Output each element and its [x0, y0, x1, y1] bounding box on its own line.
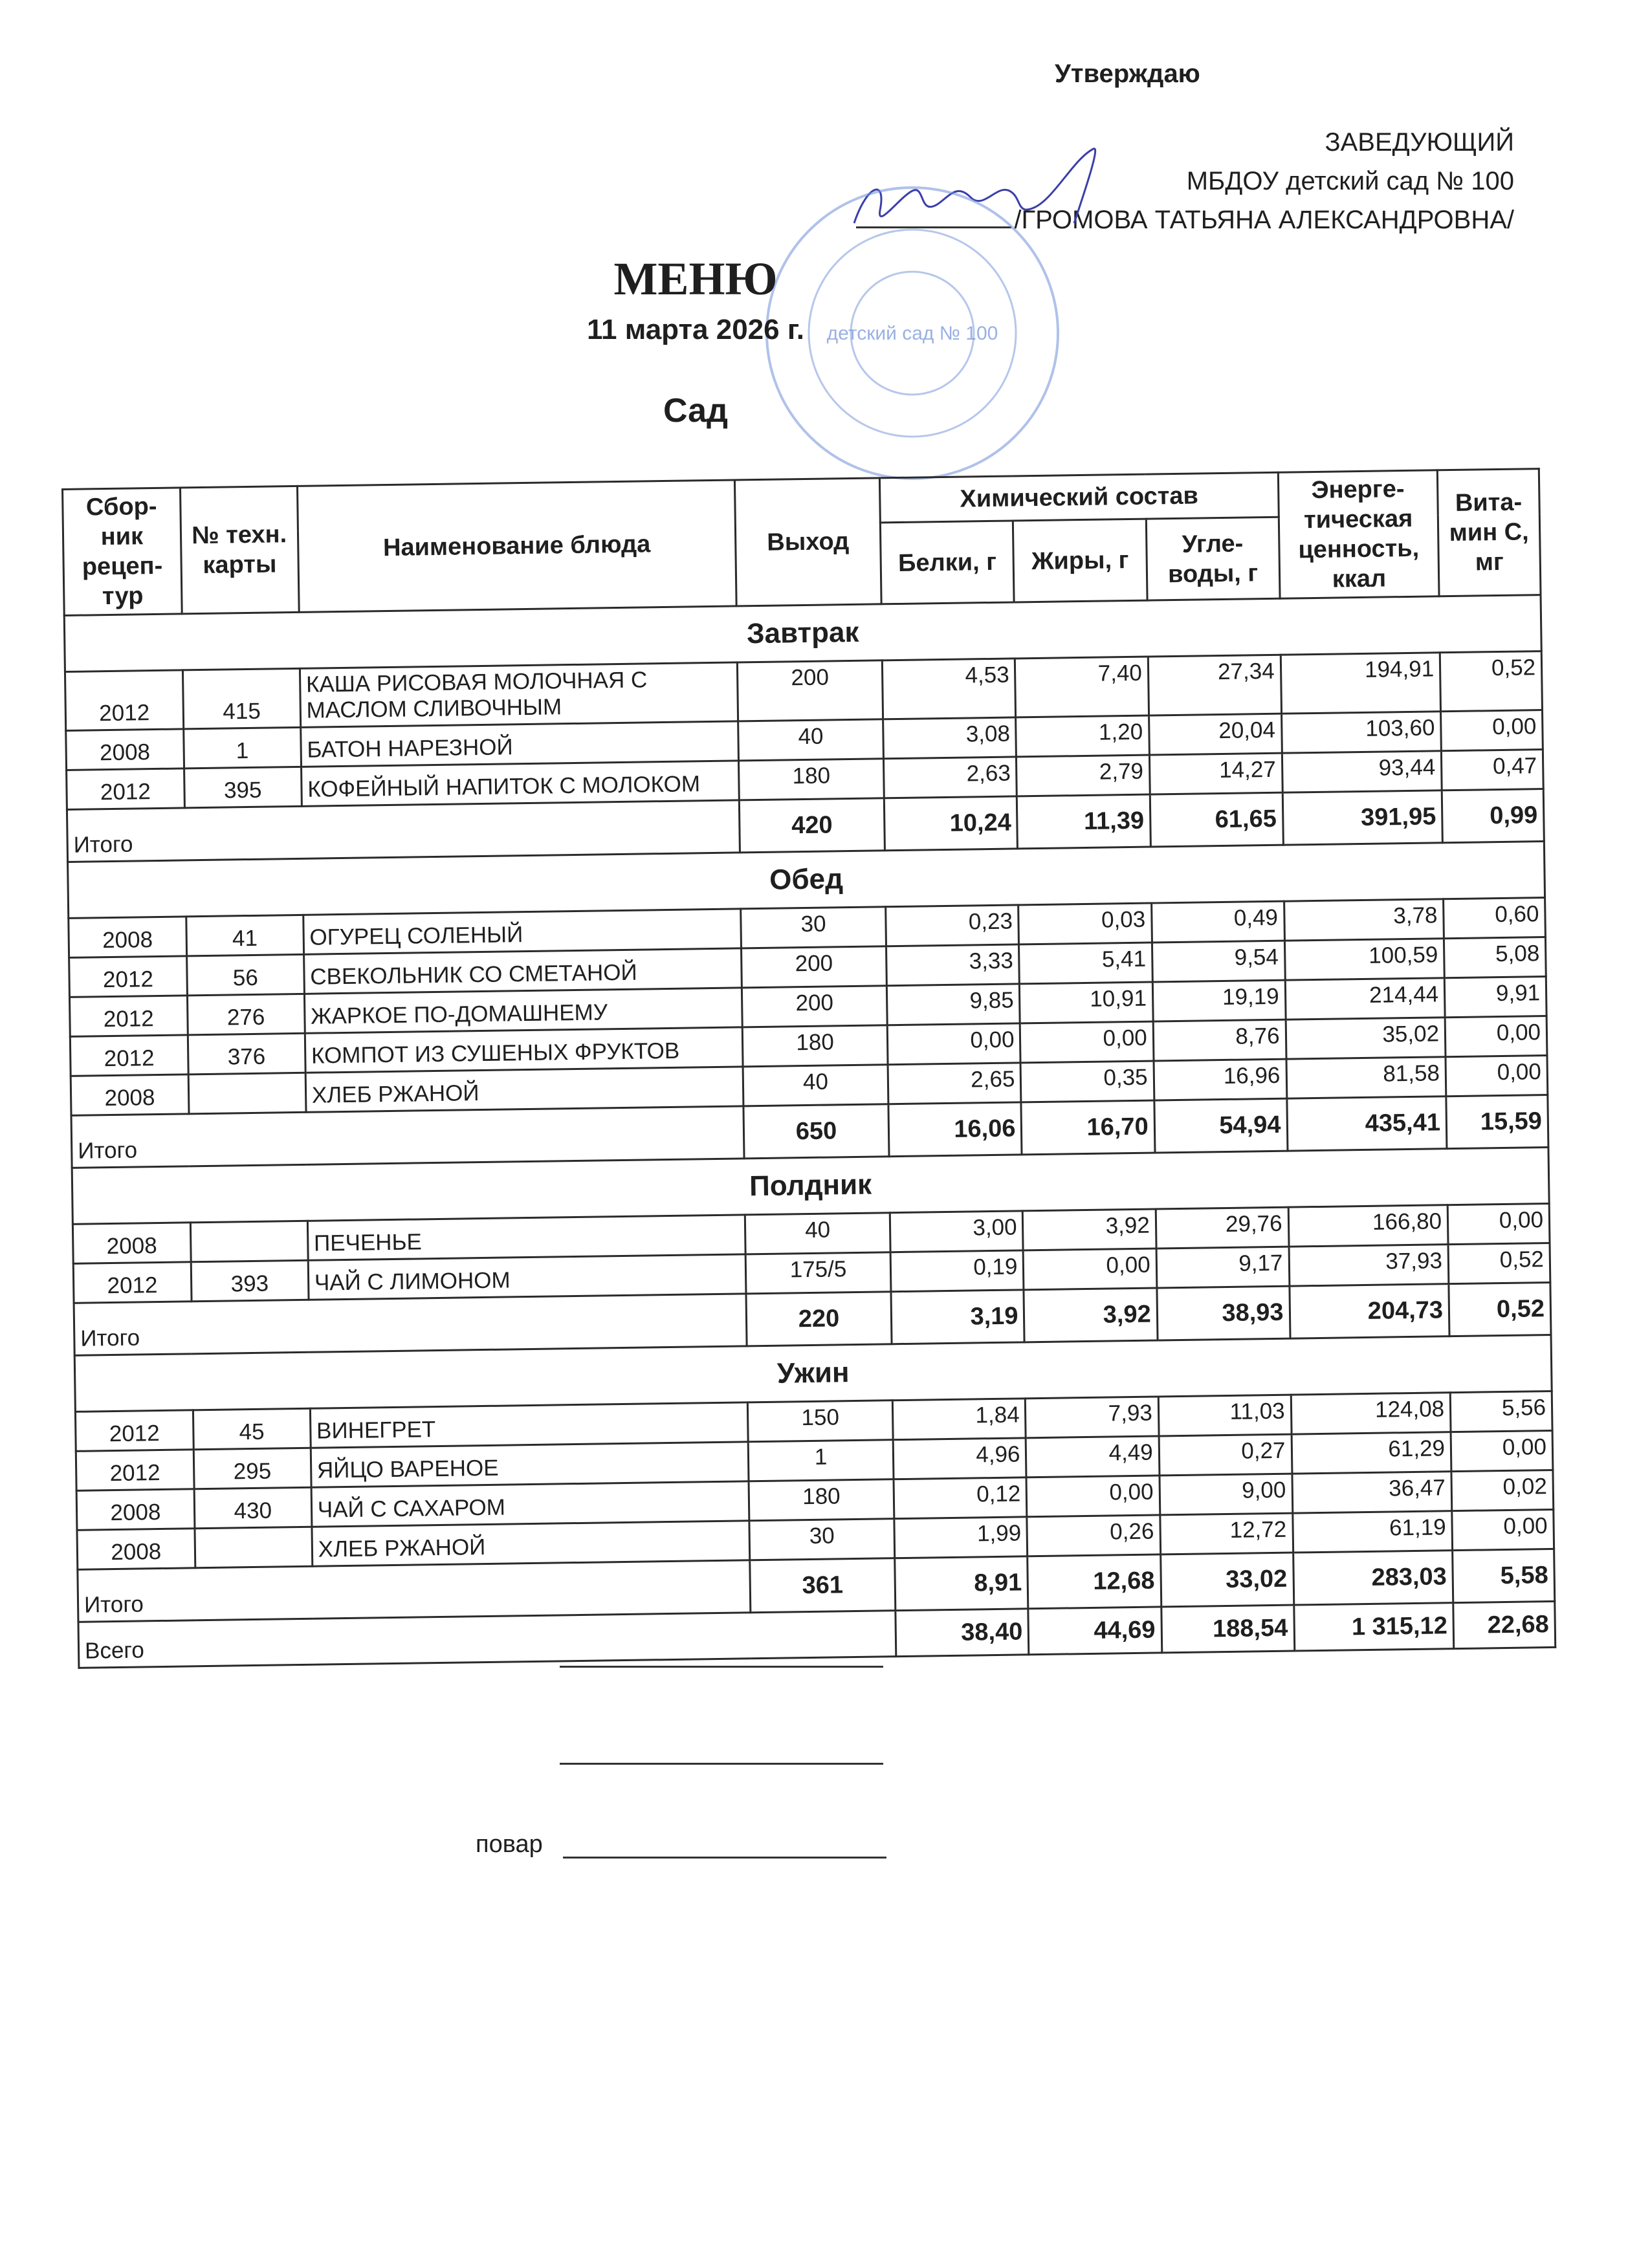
header-output: Выход	[734, 478, 881, 606]
header-chem: Химический состав	[880, 472, 1279, 523]
dish-kcal: 93,44	[1282, 751, 1442, 792]
dish-fats: 0,00	[1020, 1021, 1154, 1063]
dish-tech-card: 41	[186, 915, 303, 956]
dish-output: 30	[741, 907, 886, 948]
grand-proteins: 38,40	[896, 1609, 1029, 1657]
stamp-text: детский сад № 100	[826, 323, 998, 344]
dish-kcal: 35,02	[1286, 1018, 1446, 1059]
dish-fats: 7,40	[1015, 657, 1149, 717]
dish-tech-card: 295	[193, 1448, 311, 1489]
dish-proteins: 3,33	[886, 944, 1020, 986]
total-carbs: 54,94	[1154, 1098, 1288, 1153]
dish-kcal: 37,93	[1289, 1245, 1449, 1286]
dish-vitamin-c: 0,02	[1451, 1470, 1554, 1510]
dish-carbs: 0,49	[1151, 901, 1284, 943]
dish-fats: 0,00	[1024, 1248, 1157, 1290]
total-kcal: 435,41	[1286, 1096, 1447, 1151]
dish-proteins: 9,85	[887, 984, 1020, 1025]
dish-kcal: 166,80	[1288, 1205, 1448, 1247]
dish-output: 40	[745, 1213, 890, 1254]
dish-fats: 0,03	[1018, 903, 1152, 944]
dish-carbs: 12,72	[1160, 1513, 1293, 1554]
dish-collection: 2008	[77, 1529, 195, 1570]
total-vitamin-c: 0,52	[1449, 1282, 1551, 1336]
header-energy: Энерге-тическая ценность, ккал	[1278, 470, 1439, 598]
dish-proteins: 3,00	[890, 1211, 1023, 1252]
dish-carbs: 9,54	[1152, 941, 1285, 982]
dish-kcal: 194,91	[1281, 653, 1441, 714]
total-output: 420	[739, 798, 885, 853]
dish-output: 200	[742, 986, 887, 1027]
menu-date: 11 марта 2026 г.	[587, 314, 804, 345]
dish-fats: 0,35	[1021, 1061, 1154, 1102]
dish-vitamin-c: 0,00	[1446, 1056, 1548, 1096]
dish-name: ПЕЧЕНЬЕ	[307, 1215, 745, 1260]
dish-name: ОГУРЕЦ СОЛЕНЫЙ	[303, 909, 742, 954]
total-output: 220	[746, 1292, 892, 1346]
total-kcal: 204,73	[1289, 1284, 1449, 1338]
dish-carbs: 9,17	[1156, 1247, 1290, 1288]
dish-name: КОМПОТ ИЗ СУШЕНЫХ ФРУКТОВ	[305, 1027, 743, 1073]
total-carbs: 61,65	[1150, 792, 1283, 847]
dish-collection: 2008	[66, 729, 184, 770]
meal-name: Ужин	[74, 1335, 1552, 1412]
dish-collection: 2008	[71, 1074, 189, 1116]
dish-output: 30	[749, 1519, 895, 1560]
dish-fats: 7,93	[1026, 1397, 1159, 1438]
total-fats: 11,39	[1017, 794, 1150, 849]
total-vitamin-c: 0,99	[1442, 789, 1544, 843]
total-carbs: 33,02	[1160, 1553, 1293, 1607]
dish-kcal: 3,78	[1284, 899, 1444, 941]
total-proteins: 3,19	[891, 1290, 1024, 1344]
cook-label: повар	[476, 1831, 543, 1858]
dish-output: 40	[743, 1065, 888, 1106]
director-position: ЗАВЕДУЮЩИЙ	[1325, 128, 1514, 157]
dish-collection: 2012	[75, 1410, 193, 1452]
dish-tech-card: 415	[182, 668, 300, 729]
total-proteins: 16,06	[888, 1102, 1022, 1157]
dish-proteins: 1,99	[894, 1517, 1028, 1558]
dish-output: 180	[738, 759, 884, 800]
menu-table-body	[64, 595, 1555, 1668]
dish-carbs: 29,76	[1156, 1207, 1289, 1248]
meal-name: Полдник	[72, 1148, 1549, 1225]
dish-proteins: 2,65	[888, 1063, 1021, 1104]
menu-table	[61, 468, 1556, 1669]
grand-kcal: 1 315,12	[1293, 1603, 1453, 1651]
grand-vitamin-c: 22,68	[1453, 1601, 1556, 1648]
dish-output: 1	[748, 1440, 894, 1481]
dish-name: ЧАЙ С САХАРОМ	[311, 1481, 749, 1527]
dish-tech-card: 395	[184, 767, 302, 808]
dish-vitamin-c: 0,00	[1447, 1204, 1550, 1245]
dish-tech-card: 430	[194, 1487, 312, 1529]
dish-vitamin-c: 0,52	[1440, 651, 1542, 712]
dish-vitamin-c: 0,60	[1444, 898, 1546, 939]
menu-group: Сад	[663, 392, 729, 430]
dish-vitamin-c: 0,52	[1448, 1243, 1550, 1284]
dish-tech-card	[190, 1221, 308, 1262]
dish-proteins: 0,23	[886, 905, 1019, 946]
grand-carbs: 188,54	[1161, 1605, 1295, 1653]
header-proteins: Белки, г	[881, 521, 1015, 604]
header-carbs: Угле-воды, г	[1146, 518, 1280, 600]
dish-kcal: 124,08	[1291, 1393, 1451, 1434]
dish-output: 150	[747, 1401, 893, 1442]
dish-vitamin-c: 0,00	[1445, 1016, 1547, 1057]
dish-fats: 3,92	[1023, 1209, 1156, 1250]
dish-vitamin-c: 0,00	[1452, 1509, 1554, 1550]
dish-tech-card: 393	[191, 1260, 309, 1302]
dish-proteins: 3,08	[883, 717, 1017, 759]
dish-collection: 2012	[67, 769, 185, 810]
dish-tech-card: 376	[188, 1033, 305, 1074]
dish-carbs: 9,00	[1160, 1474, 1293, 1515]
dish-vitamin-c: 0,00	[1451, 1430, 1553, 1471]
dish-kcal: 36,47	[1292, 1472, 1451, 1513]
dish-kcal: 61,19	[1292, 1511, 1452, 1553]
header-fats: Жиры, г	[1013, 519, 1147, 602]
dish-carbs: 8,76	[1153, 1020, 1286, 1061]
dish-name: БАТОН НАРЕЗНОЙ	[300, 721, 738, 767]
dish-name: ЧАЙ С ЛИМОНОМ	[308, 1254, 746, 1300]
total-label: Итого	[74, 1294, 747, 1355]
total-fats: 12,68	[1028, 1554, 1161, 1609]
dish-name: ХЛЕБ РЖАНОЙ	[312, 1521, 750, 1566]
dish-carbs: 11,03	[1158, 1395, 1292, 1436]
dish-fats: 2,79	[1017, 755, 1150, 796]
dish-collection: 2012	[70, 1035, 188, 1076]
dish-vitamin-c: 5,56	[1450, 1391, 1552, 1432]
signature-field-2	[560, 1763, 883, 1765]
cook-signature-field	[563, 1857, 886, 1859]
dish-proteins: 0,19	[890, 1250, 1024, 1292]
total-label: Итого	[67, 800, 740, 862]
total-output: 650	[743, 1104, 889, 1159]
dish-proteins: 0,00	[887, 1023, 1020, 1065]
dish-kcal: 100,59	[1284, 939, 1444, 980]
dish-tech-card: 1	[183, 727, 301, 769]
dish-carbs: 27,34	[1148, 655, 1281, 715]
dish-kcal: 214,44	[1285, 978, 1445, 1020]
dish-carbs: 19,19	[1152, 980, 1286, 1021]
total-kcal: 391,95	[1282, 791, 1443, 845]
page-title: МЕНЮ	[613, 253, 778, 305]
dish-collection: 2012	[65, 670, 183, 731]
dish-tech-card: 276	[187, 994, 305, 1035]
dish-output: 200	[737, 660, 883, 721]
dish-fats: 10,91	[1020, 982, 1153, 1023]
dish-fats: 1,20	[1016, 715, 1149, 757]
dish-name: КАША РИСОВАЯ МОЛОЧНАЯ С МАСЛОМ СЛИВОЧНЫМ	[300, 662, 738, 727]
total-proteins: 10,24	[884, 796, 1017, 851]
dish-fats: 4,49	[1026, 1436, 1160, 1477]
dish-tech-card	[188, 1073, 306, 1114]
dish-proteins: 0,12	[894, 1477, 1027, 1519]
dish-name: СВЕКОЛЬНИК СО СМЕТАНОЙ	[303, 948, 742, 994]
total-label: Итого	[71, 1106, 744, 1168]
dish-tech-card	[195, 1527, 313, 1568]
header-collection: Сбор-ник рецеп-тур	[63, 488, 182, 616]
dish-carbs: 20,04	[1149, 714, 1282, 755]
dish-output: 180	[749, 1479, 894, 1521]
dish-carbs: 0,27	[1159, 1434, 1292, 1476]
dish-collection: 2012	[76, 1450, 194, 1491]
total-carbs: 38,93	[1157, 1286, 1290, 1340]
header-vitamin: Вита-мин С, мг	[1437, 469, 1541, 596]
dish-vitamin-c: 0,47	[1441, 750, 1543, 791]
organization-name: МБДОУ детский сад № 100	[1186, 167, 1514, 195]
dish-carbs: 14,27	[1149, 753, 1282, 794]
dish-tech-card: 56	[186, 954, 304, 996]
total-fats: 16,70	[1021, 1100, 1154, 1155]
total-fats: 3,92	[1024, 1288, 1157, 1342]
header-tech-card: № техн. карты	[180, 486, 299, 614]
dish-output: 40	[738, 719, 884, 761]
total-label: Итого	[78, 1560, 751, 1622]
dish-name: ВИНЕГРЕТ	[310, 1402, 748, 1448]
header-dish-name: Наименование блюда	[297, 480, 736, 612]
dish-proteins: 2,63	[884, 757, 1017, 798]
total-proteins: 8,91	[895, 1556, 1028, 1611]
dish-fats: 0,26	[1027, 1515, 1160, 1556]
total-kcal: 283,03	[1293, 1551, 1453, 1605]
dish-kcal: 103,60	[1281, 712, 1441, 753]
grand-fats: 44,69	[1028, 1607, 1161, 1655]
dish-proteins: 1,84	[892, 1399, 1026, 1440]
dish-collection: 2012	[69, 956, 188, 998]
meal-name: Завтрак	[64, 595, 1541, 672]
dish-proteins: 4,53	[883, 659, 1017, 719]
grand-total-label: Всего	[78, 1611, 896, 1668]
dish-collection: 2012	[69, 996, 188, 1037]
dish-carbs: 16,96	[1154, 1059, 1287, 1100]
total-vitamin-c: 15,59	[1446, 1095, 1548, 1149]
signature-field-1	[560, 1666, 883, 1668]
dish-vitamin-c: 5,08	[1444, 937, 1546, 978]
dish-fats: 5,41	[1019, 943, 1152, 984]
dish-kcal: 61,29	[1292, 1432, 1451, 1474]
meal-name: Обед	[68, 842, 1545, 919]
dish-vitamin-c: 0,00	[1441, 710, 1543, 751]
dish-collection: 2008	[76, 1489, 195, 1531]
dish-collection: 2012	[73, 1262, 192, 1303]
dish-fats: 0,00	[1026, 1476, 1160, 1517]
dish-collection: 2008	[69, 917, 187, 958]
cook-signature	[476, 1831, 543, 1859]
dish-proteins: 4,96	[893, 1438, 1026, 1479]
dish-kcal: 81,58	[1286, 1057, 1446, 1098]
dish-output: 175/5	[745, 1252, 891, 1294]
approve-label: Утверждаю	[1055, 60, 1200, 88]
dish-name: ЖАРКОЕ ПО-ДОМАШНЕМУ	[304, 988, 742, 1033]
total-output: 361	[750, 1558, 896, 1613]
dish-tech-card: 45	[193, 1408, 311, 1450]
dish-name: ЯЙЦО ВАРЕНОЕ	[311, 1442, 749, 1487]
dish-output: 200	[741, 946, 886, 988]
dish-vitamin-c: 9,91	[1444, 977, 1546, 1018]
dish-collection: 2008	[72, 1223, 191, 1264]
director-name: /ГРОМОВА ТАТЬЯНА АЛЕКСАНДРОВНА/	[1014, 206, 1514, 234]
total-vitamin-c: 5,58	[1453, 1549, 1555, 1602]
dish-name: КОФЕЙНЫЙ НАПИТОК С МОЛОКОМ	[301, 761, 739, 806]
dish-output: 180	[742, 1025, 888, 1067]
dish-name: ХЛЕБ РЖАНОЙ	[305, 1067, 743, 1112]
